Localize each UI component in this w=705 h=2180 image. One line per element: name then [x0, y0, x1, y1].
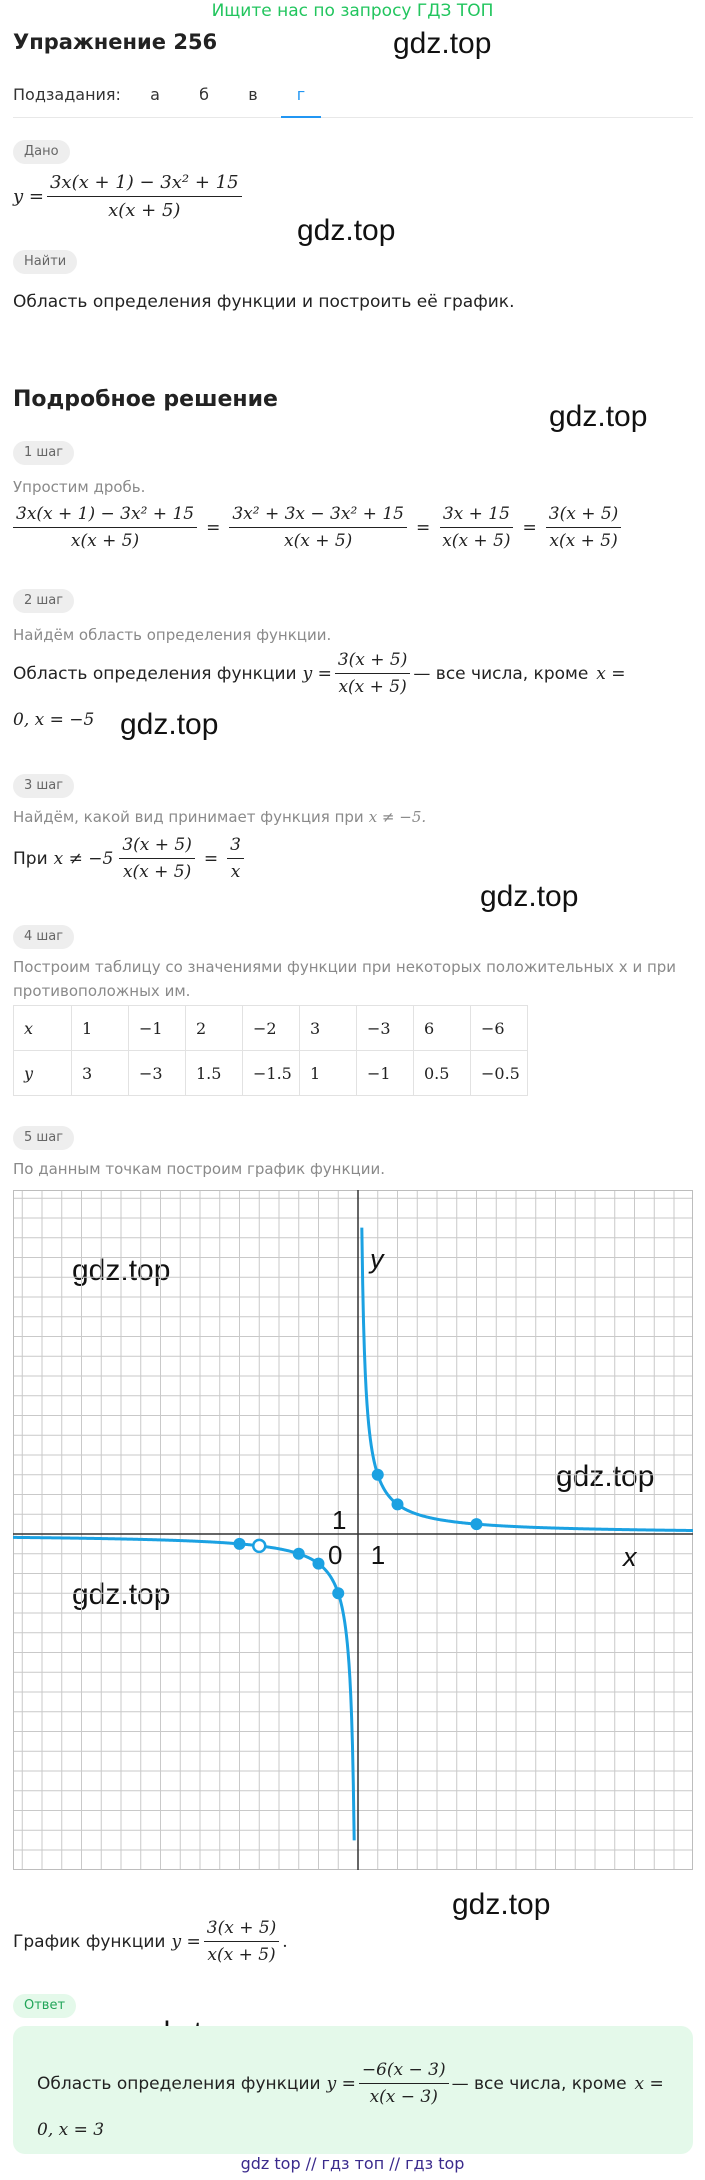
graph-point — [313, 1558, 325, 1570]
watermark: gdz.top — [72, 1578, 171, 1611]
given-chip: Дано — [13, 140, 70, 164]
find-chip: Найти — [13, 250, 77, 274]
page-title: Упражнение 256 — [13, 30, 218, 54]
step-2-hint: Найдём область определения функции. — [13, 626, 332, 644]
step-1-formula: $\frac{\text{3x(x + 1) − 3x² + 15}}{x(x + 5)}$ = $\frac{\text{3x² + 3x − 3x² + 15}}{x(x + 5)}$ = $\frac{3x + 15}{x(x + 5)}$ = $\frac{3(x + 5)}{x(x + 5)}$ — [10, 504, 624, 551]
step-1-frac-2-n: 3x² + 3x − 3x² + 15 — [229, 504, 407, 528]
step-2-lhs: y = — [302, 663, 332, 684]
table-cell: 6 — [414, 1006, 471, 1051]
given-fraction — [47, 172, 242, 221]
table-cell: 3 — [72, 1051, 129, 1096]
table-row-y — [14, 1051, 528, 1096]
step-1-frac-2-d: x(x + 5) — [283, 531, 353, 551]
table-cell: −1 — [129, 1006, 186, 1051]
function-graph — [13, 1190, 693, 1870]
table-cell: −3 — [357, 1006, 414, 1051]
step-3-frac-2-n: 3 — [227, 835, 244, 859]
step-2-text-after: — все числа, кроме — [413, 663, 589, 684]
solution-heading: Подробное решение — [13, 387, 278, 412]
table-row-x — [14, 1006, 528, 1051]
step-1-frac-4 — [546, 504, 622, 551]
table-cell: −1.5 — [243, 1051, 300, 1096]
step-2-tail: x = — [596, 663, 626, 684]
curve-branch-positive — [362, 1228, 693, 1531]
table-cell: −2 — [243, 1006, 300, 1051]
table-cell: 2 — [186, 1006, 243, 1051]
graph-caption-d: x(x + 5) — [207, 1945, 276, 1965]
table-header-y: y — [14, 1051, 72, 1096]
given-numerator: 3x(x + 1) − 3x² + 15 — [47, 172, 242, 197]
value-table — [13, 1005, 528, 1096]
graph-caption-lhs: y = — [171, 1931, 201, 1952]
answer-d: x(x − 3) — [369, 2087, 438, 2107]
tab-a[interactable]: а — [150, 85, 160, 104]
step-1-frac-3-d: x(x + 5) — [442, 531, 511, 551]
answer-text-after: — все числа, кроме — [451, 2073, 627, 2094]
step-1-frac-2 — [229, 504, 407, 551]
given-formula — [13, 172, 245, 221]
step-3-frac-1-d: x(x + 5) — [122, 862, 192, 882]
graph-point — [372, 1469, 384, 1481]
table-header-x: x — [14, 1006, 72, 1051]
step-3-frac-1 — [119, 835, 195, 882]
watermark: gdz.top — [393, 27, 492, 60]
table-cell: −6 — [471, 1006, 528, 1051]
step-1-frac-4-d: x(x + 5) — [549, 531, 618, 551]
footer-links[interactable]: gdz top // гдз топ // гдз top — [240, 2154, 465, 2173]
step-1-chip: 1 шаг — [13, 441, 74, 465]
step-2-chip: 2 шаг — [13, 589, 74, 613]
table-cell: 0.5 — [414, 1051, 471, 1096]
answer-n: −6(x − 3) — [359, 2060, 449, 2084]
graph-caption-text: График функции — [13, 1931, 166, 1952]
table-cell: 1 — [300, 1051, 357, 1096]
step-1-frac-1 — [13, 504, 197, 551]
subtasks-label: Подзадания: — [13, 85, 121, 104]
answer-lhs: y = — [326, 2073, 356, 2094]
tab-b[interactable]: б — [199, 85, 209, 104]
graph-caption-fraction — [204, 1918, 280, 1965]
step-5-hint: По данным точкам построим график функции. — [13, 1160, 385, 1178]
watermark: gdz.top — [72, 1254, 171, 1287]
step-3-cond: x ≠ −5 — [53, 848, 114, 869]
graph-point — [293, 1548, 305, 1560]
step-4-hint-line1: Построим таблицу со значениями функции при некоторых положительных x и при — [13, 958, 677, 976]
step-4-chip: 4 шаг — [13, 925, 74, 949]
watermark: gdz.top — [480, 880, 579, 913]
step-1-frac-3 — [439, 504, 513, 551]
unit-x-label: 1 — [370, 1540, 386, 1570]
top-banner[interactable]: Ищите нас по запросу ГДЗ ТОП — [211, 1, 494, 21]
answer-tail: x = — [634, 2073, 664, 2094]
step-3-hint — [13, 808, 426, 826]
step-3-frac-2-d: x — [230, 862, 241, 882]
step-1-frac-1-n: 3x(x + 1) − 3x² + 15 — [13, 504, 197, 528]
step-3-frac-2 — [227, 835, 244, 882]
find-text: Область определения функции и построить её график. — [13, 292, 515, 312]
step-1-frac-3-n: 3x + 15 — [440, 504, 513, 528]
step-3-prefix: При — [13, 848, 48, 869]
step-1-frac-1-d: x(x + 5) — [70, 531, 140, 551]
watermark: gdz.top — [452, 1888, 551, 1921]
step-3-hint-math: x ≠ −5. — [368, 808, 427, 826]
step-2-frac-d: x(x + 5) — [338, 677, 407, 697]
y-axis-label: y — [370, 1244, 384, 1274]
curve-branch-negative — [13, 1537, 354, 1840]
table-cell: 1 — [72, 1006, 129, 1051]
graph-point — [471, 1518, 483, 1530]
x-axis-label: x — [623, 1542, 637, 1572]
answer-line2: 0, x = 3 — [37, 2120, 105, 2140]
step-4-hint-line2: противоположных им. — [13, 982, 191, 1000]
watermark: gdz.top — [297, 214, 396, 247]
step-2-line2: 0, x = −5 — [13, 710, 95, 730]
step-3-frac-1-n: 3(x + 5) — [119, 835, 195, 859]
answer-chip: Ответ — [13, 1994, 76, 2018]
step-1-frac-4-n: 3(x + 5) — [546, 504, 622, 528]
step-1-hint: Упростим дробь. — [13, 478, 146, 496]
table-cell: 3 — [300, 1006, 357, 1051]
given-lhs: y = — [13, 186, 44, 207]
table-cell: −0.5 — [471, 1051, 528, 1096]
table-cell: −3 — [129, 1051, 186, 1096]
answer-box — [13, 2026, 693, 2154]
graph-point — [234, 1538, 246, 1550]
step-2-formula — [13, 650, 626, 697]
subtasks-bar — [13, 82, 693, 118]
step-3-chip: 3 шаг — [13, 774, 74, 798]
step-5-chip: 5 шаг — [13, 1126, 74, 1150]
graph-excluded-point — [253, 1540, 265, 1552]
step-2-text-before: Область определения функции — [13, 663, 297, 684]
answer-fraction — [359, 2060, 449, 2107]
origin-label: 0 — [328, 1540, 343, 1570]
graph-caption: График функции y = $\frac{3(x + 5)}{x(x + 5)}$ . — [13, 1918, 288, 1965]
step-2-frac-n: 3(x + 5) — [335, 650, 411, 674]
table-cell: −1 — [357, 1051, 414, 1096]
given-denominator: x(x + 5) — [108, 200, 181, 221]
tab-g[interactable]: г — [281, 85, 321, 118]
unit-y-label: 1 — [332, 1505, 347, 1535]
step-3-formula: При x ≠ −5 $\frac{3(x + 5)}{x(x + 5)}$ = $\frac{3}{x}$ — [13, 835, 247, 882]
step-2-fraction — [335, 650, 411, 697]
graph-point — [392, 1498, 404, 1510]
watermark: gdz.top — [120, 708, 219, 741]
graph-point — [332, 1587, 344, 1599]
step-3-hint-text: Найдём, какой вид принимает функция при — [13, 808, 364, 826]
answer-formula — [37, 2060, 664, 2107]
watermark: gdz.top — [556, 1460, 655, 1493]
tab-v[interactable]: в — [248, 85, 258, 104]
table-cell: 1.5 — [186, 1051, 243, 1096]
watermark: gdz.top — [549, 400, 648, 433]
graph-caption-n: 3(x + 5) — [204, 1918, 280, 1942]
answer-text-before: Область определения функции — [37, 2073, 321, 2094]
